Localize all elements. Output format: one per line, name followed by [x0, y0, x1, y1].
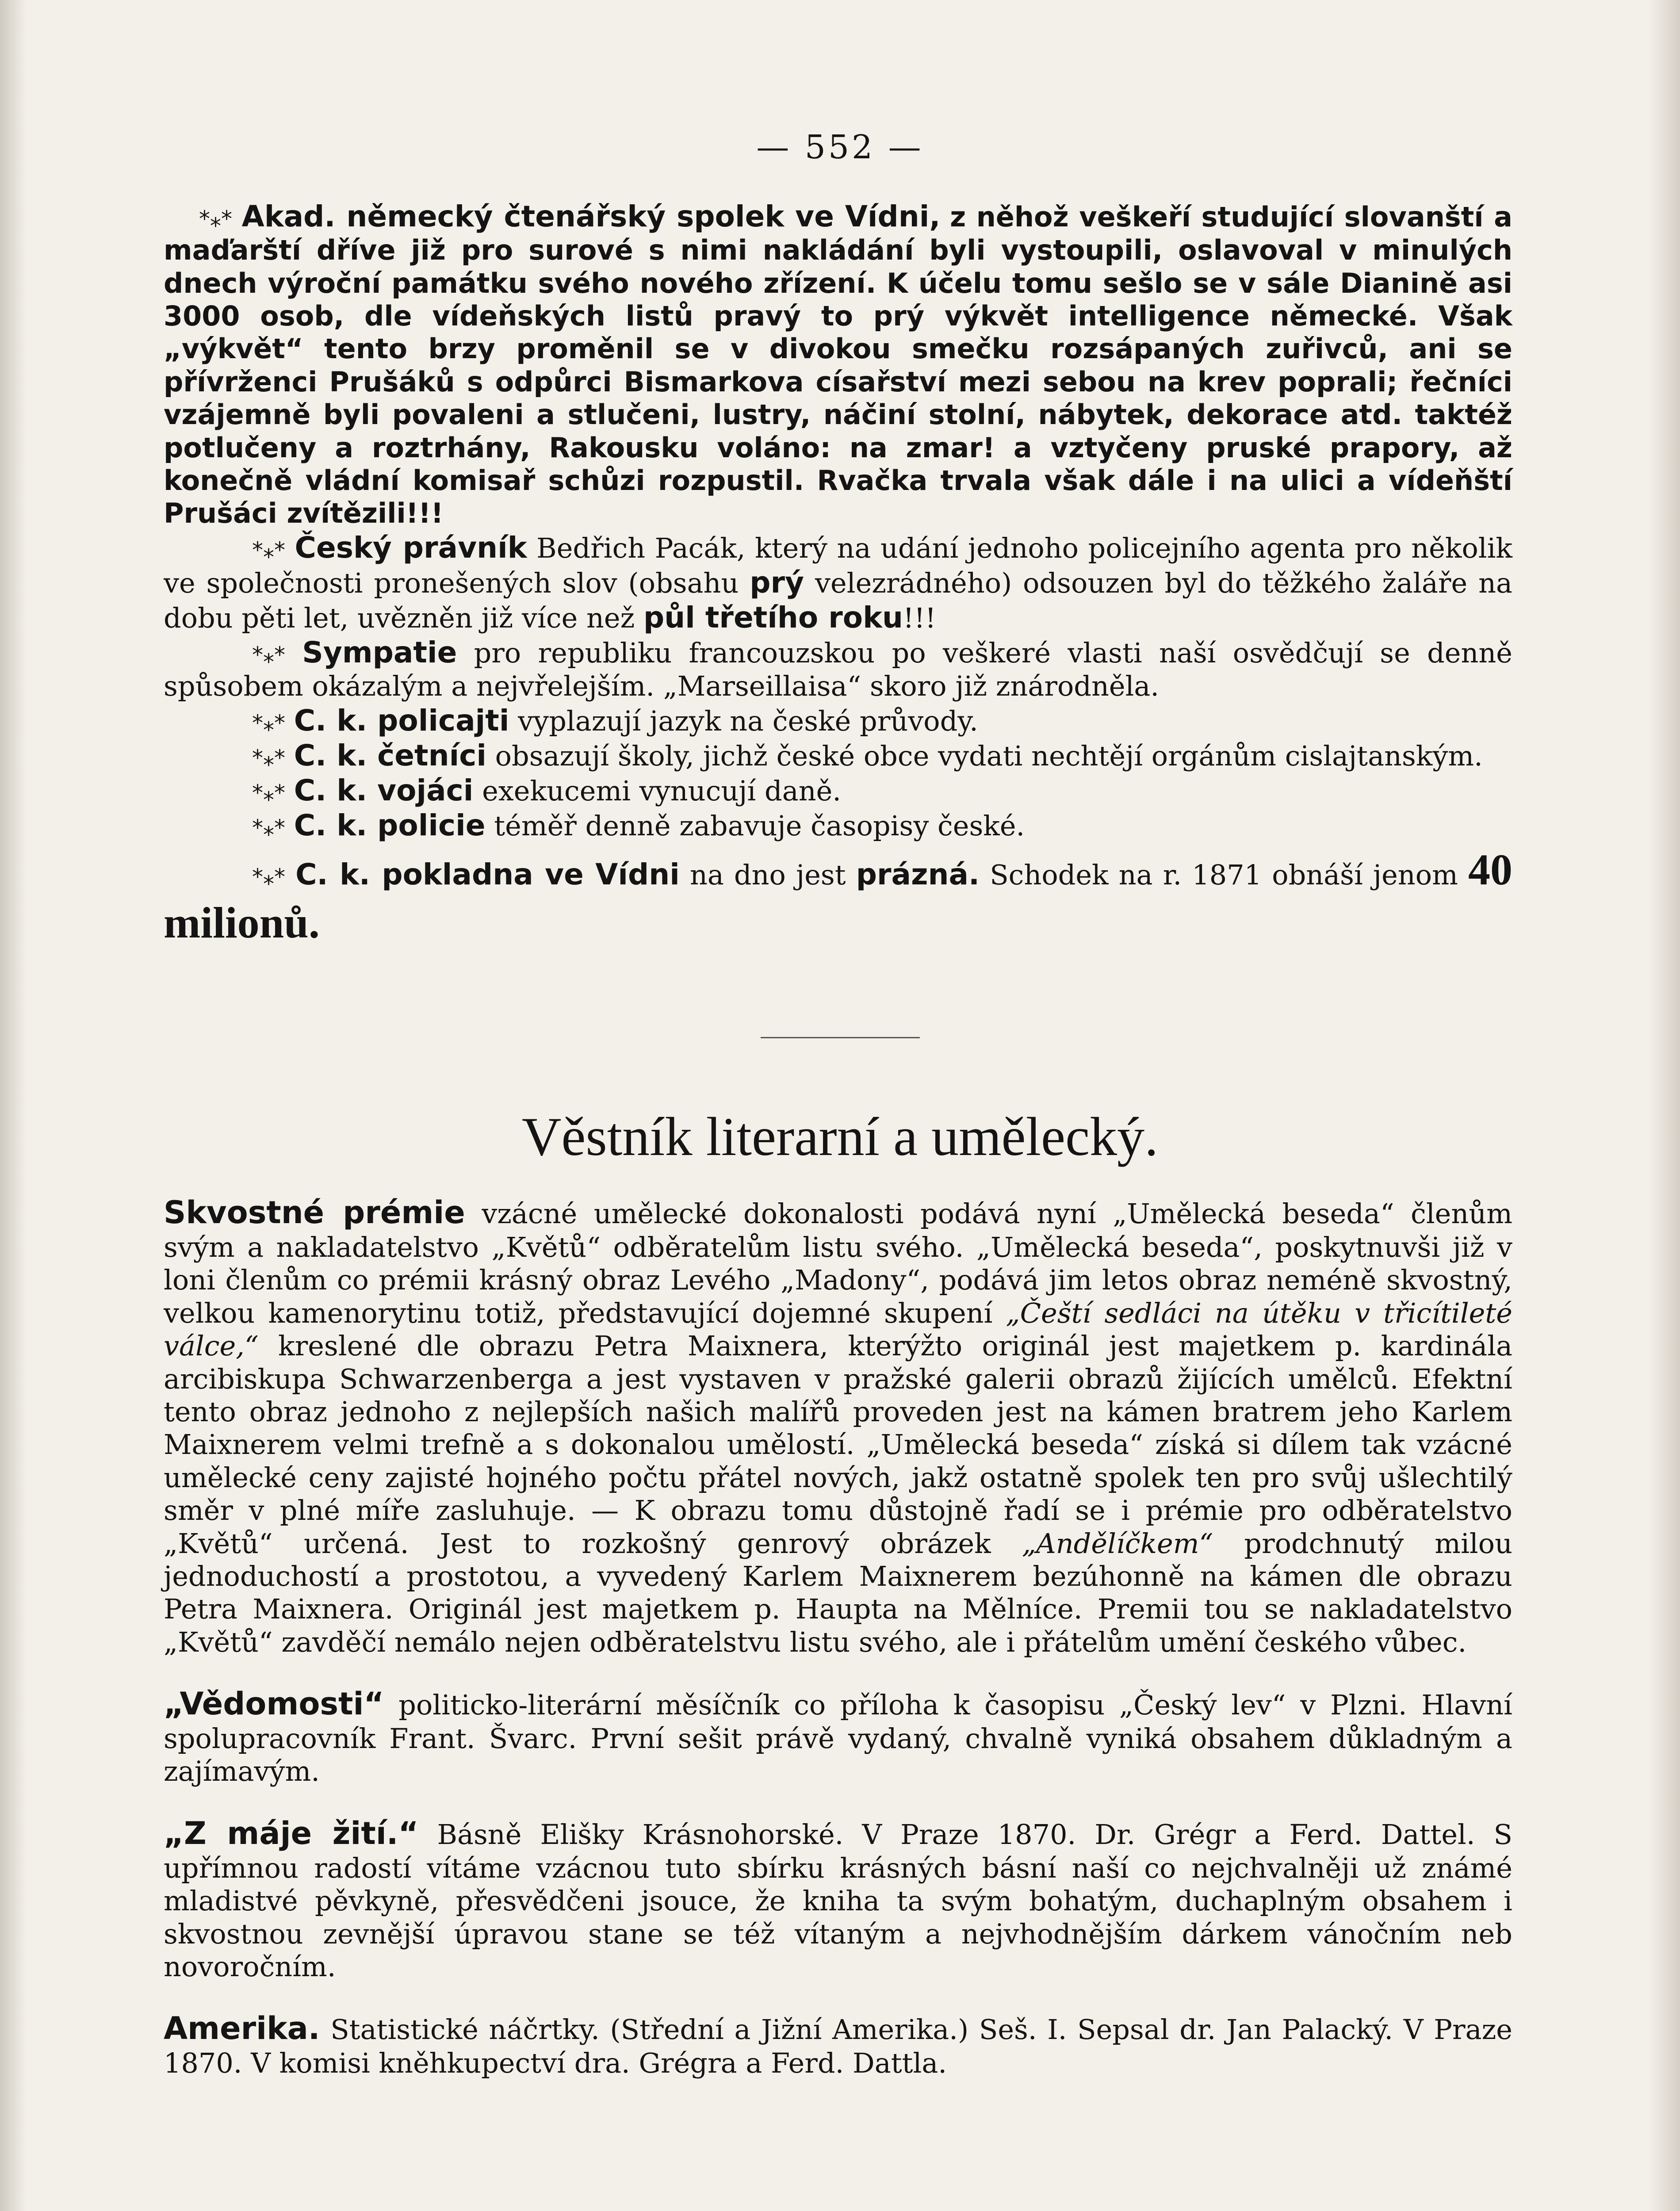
news-item-title: C. k. četníci: [294, 738, 486, 773]
emphasis-amount: 40 milionů.: [164, 845, 1512, 947]
literary-entry-vedomosti: [164, 1685, 1512, 1788]
page-number: — 552 —: [756, 128, 924, 166]
asterism-icon: *⁎*: [252, 537, 285, 563]
section-divider: [761, 1037, 920, 1038]
news-item-text: vyplazují jazyk na české průvody.: [518, 704, 978, 737]
entry-headword: Skvostné prémie: [164, 1194, 465, 1231]
news-item-title: Sympatie: [302, 635, 457, 670]
literary-section: [164, 1194, 1512, 2080]
news-item-text: exekucemi vynucují daně.: [482, 775, 842, 807]
artwork-title: „Čeští sedláci na útěku v třicítileté válce,“: [164, 1297, 1512, 1362]
entry-text: Básně Elišky Krásnohorské. V Praze 1870. Dr. Grégr a Ferd. Dattel. S upřímnou radostí vítáme vzácnou tuto sbírku krásných básní naší co nejchvalněji už známé mladistvé pěvkyně, přesvědčeni jsouce, že kniha ta svým bohatým, duchaplným obsahem i skvostnou zevnější úpravou stane se též vítaným a nejvhodnějším dárkem vánočním neb novoročním.: [164, 1818, 1512, 1983]
emphasis-pry: prý: [750, 565, 804, 600]
news-item-text-c: !!!: [903, 602, 936, 635]
news-item-text: z něhož veškeří studující slovanští a maďarští dříve již pro surové s nimi nakládání byli vystoupili, oslavoval v minulých dnech výroční památku svého nového zřízení. K účelu tomu sešlo se v sále Dianině asi 3000 osob, dle vídeňských listů pravý to prý výkvět intelligence německé. Však „výkvět“ tento brzy proměnil se v divokou smečku rozsápaných zuřivců, ani se přívrženci Prušáků s odpůrci Bismarkova císařství mezi sebou na krev poprali; řečníci vzájemně byli povaleni a stlučeni, lustry, náčiní stolní, nábytek, dekorace atd. taktéž potlučeny a roztrhány, Rakousku voláno: na zmar! a vztyčeny pruské prapory, až konečně vládní komisař schůzi rozpustil. Rvačka trvala však dále i na ulici a vídeňští Prušáci zvítězili!!!: [164, 201, 1512, 530]
entry-text: politicko-literární měsíčník co příloha k časopisu „Český lev“ v Plzni. Hlavní spolupracovník Frant. Švarc. První sešit právě vydaný, chvalně vyniká obsahem důkladným a zajímavým.: [164, 1689, 1512, 1788]
news-item-title: C. k. pokladna ve Vídni: [295, 857, 680, 891]
news-short-item: [164, 773, 1512, 808]
news-short-item: [164, 703, 1512, 738]
entry-text: Statistické náčrtky. (Střední a Jižní Amerika.) Seš. I. Sepsal dr. Jan Palacký. V Praze 1870. V komisi kněhkupectví dra. Grégra a Ferd. Dattla.: [164, 2013, 1512, 2080]
news-item-text: Bedřich Pacák, který na udání jednoho policejního agenta pro několik ve společnosti pronešených slov (obsahu: [164, 532, 1512, 599]
section-title: Věstník literarní a umělecký.: [521, 1106, 1159, 1167]
news-short-item: [164, 738, 1512, 773]
news-item-text: pro republiku francouzskou po veškeré vlasti naší osvědčují se denně spůsobem okázalým a nejvřelejším. „Marseillaisa“ skoro již znárodněla.: [164, 637, 1512, 703]
emphasis-empty: prázná.: [856, 857, 980, 891]
entry-text: vzácné umělecké dokonalosti podává nyní „Umělecká beseda“ členům svým a nakladatelstvo „Květů“ odběratelům listu svého. „Umělecká beseda“, poskytnuvši již v loni členům co prémii krásný obraz Levého „Madony“, podává jim letos obraz neméně skvostný, velkou kamenorytinu totiž, představující dojemné skupení: [164, 1197, 1512, 1329]
news-item-text: na dno jest: [689, 858, 846, 891]
asterism-icon: *⁎*: [252, 642, 285, 668]
news-item-title: Český právník: [295, 530, 527, 565]
asterism-icon: *⁎*: [199, 206, 232, 232]
news-item-title: C. k. policie: [294, 808, 486, 843]
asterism-icon: *⁎*: [252, 710, 285, 736]
news-item-text-b: velezrádného) odsouzen byl do těžkého žaláře na dobu pěti let, uvězněn již více než: [164, 566, 1512, 635]
asterism-icon: *⁎*: [252, 745, 285, 771]
news-short-item: [164, 808, 1512, 843]
asterism-icon: *⁎*: [252, 815, 285, 841]
news-item-title: Akad. německý čtenářský spolek ve Vídni,: [241, 199, 941, 233]
literary-entry-premie: [164, 1194, 1512, 1659]
entry-headword: „Vědomosti“: [164, 1686, 384, 1722]
news-section: [164, 199, 1512, 949]
asterism-icon: *⁎*: [252, 780, 285, 806]
news-item-sympathy: [164, 635, 1512, 703]
entry-text-c: prodchnutý milou jednoduchostí a prostotou, a vyvedený Karlem Maixnerem bezúhonně na kámen dle obrazu Petra Maixnera. Originál jest majetkem p. Haupta na Mělníce. Premii tou se nakladatelstvo „Květů“ zavděčí nemálo nejen odběratelstvu listu svého, ale i přátelům umění českého vůbec.: [164, 1527, 1513, 1658]
news-item-title: C. k. policajti: [294, 703, 509, 738]
news-item-text: téměř denně zabavuje časopisy české.: [494, 810, 1025, 842]
emphasis-term: půl třetího roku: [643, 601, 903, 635]
artwork-title-2: „Andělíčkem“: [1022, 1527, 1213, 1560]
news-item-title: C. k. vojáci: [294, 773, 474, 808]
asterism-icon: *⁎*: [252, 864, 285, 890]
entry-headword: „Z máje žití.“: [164, 1815, 419, 1851]
news-item-text: obsazují školy, jichž české obce vydati nechtějí orgánům cislajtanským.: [495, 740, 1483, 773]
literary-entry-z-maje-ziti: [164, 1815, 1512, 1984]
literary-entry-amerika: [164, 2010, 1512, 2080]
news-item-lawyer: [164, 530, 1512, 635]
news-item-treasury: [164, 843, 1512, 949]
entry-text-b: kreslené dle obrazu Petra Maixnera, kterýžto originál jest majetkem p. kardinála arcibiskupa Schwarzenberga a jest vystaven v pražské galerii obrazů žijících umělců. Efektní tento obraz jednoho z nejlepších našich malířů proveden jest na kámen bratrem jeho Karlem Maixnerem velmi trefně a s dokonalou umělostí. „Umělecká beseda“ získá si dílem tak vzácné umělecké ceny zajisté hojného počtu přátel nových, jakž ostatně spolek ten pro svůj ušlechtilý směr v plné míře zasluhuje. — K obrazu tomu důstojně řadí se i prémie pro odběratelstvo „Květů“ určená. Jest to rozkošný genrový obrázek: [164, 1330, 1512, 1560]
news-item-vienna: [164, 199, 1512, 530]
entry-headword: Amerika.: [164, 2010, 320, 2047]
news-item-text-b: Schodek na r. 1871 obnáší jenom: [990, 858, 1458, 891]
